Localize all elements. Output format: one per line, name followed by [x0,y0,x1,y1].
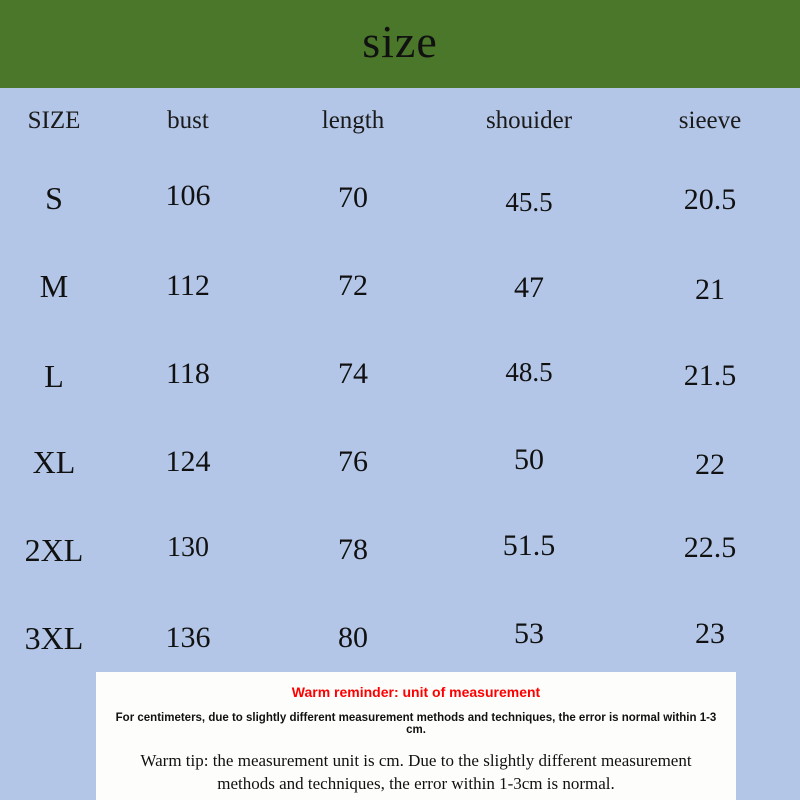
cell-bust: 112 [166,269,210,302]
cell-bust: 106 [165,179,211,212]
cell-size: 2XL [24,531,84,568]
cell-shoulder: 48.5 [505,356,553,387]
page-title: size [362,16,438,67]
cell-length: 76 [338,445,368,478]
cell-shoulder: 45.5 [505,186,553,217]
table-row [0,154,800,242]
cell-bust: 124 [165,445,211,478]
cell-length: 74 [338,357,368,390]
cell-sleeve: 20.5 [683,183,737,216]
cell-length: 80 [338,621,368,654]
cell-shoulder: 47 [514,271,544,304]
cell-size: 3XL [24,619,84,656]
cell-sleeve: 22.5 [683,531,737,564]
cell-bust: 136 [165,621,211,654]
notice-line-english-serif: Warm tip: the measurement unit is cm. Due to the slightly different measurement methods and techniques, the error within 1-3cm is normal. [140,751,692,793]
column-header-shoulder: shouider [485,107,573,134]
column-header-bust: bust [167,107,209,134]
column-header-sleeve: sieeve [678,107,742,134]
cell-length: 78 [338,533,368,566]
table-row [0,594,800,682]
cell-shoulder: 50 [514,443,544,476]
table-row [0,506,800,594]
cell-bust: 118 [166,357,210,390]
cell-sleeve: 22 [695,448,725,481]
table-header-row [0,88,800,154]
cell-sleeve: 23 [695,617,725,650]
cell-sleeve: 21 [695,273,725,306]
notice-title: Warm reminder: unit of measurement [291,684,541,700]
cell-size: M [39,267,69,304]
cell-size: S [45,179,63,216]
cell-size: L [44,357,64,394]
cell-shoulder: 51.5 [502,529,556,562]
table-row [0,418,800,506]
header-band [0,0,800,88]
column-header-length: length [321,107,385,134]
column-header-size: SIZE [27,107,81,134]
cell-bust: 130 [167,532,209,563]
notice-line-english-bold: For centimeters, due to slightly different measurement methods and techniques, the error is normal within 1-3 cm. [115,712,717,736]
cell-size: XL [32,443,76,480]
warm-reminder-box [96,672,736,800]
table-row [0,330,800,418]
cell-shoulder: 53 [514,617,544,650]
cell-sleeve: 21.5 [683,359,737,392]
cell-length: 70 [338,181,368,214]
table-row [0,242,800,330]
size-table [0,88,800,668]
cell-length: 72 [338,269,368,302]
